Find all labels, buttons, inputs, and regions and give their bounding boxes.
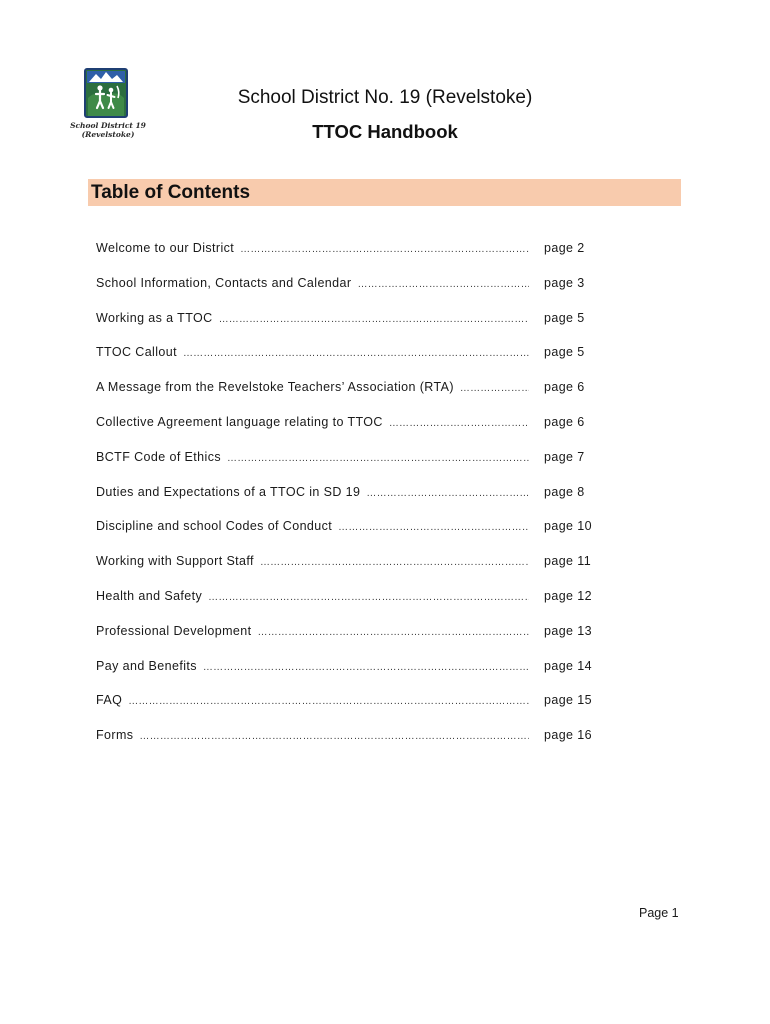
toc-entry[interactable]	[96, 584, 616, 619]
toc-entry-label: Health and Safety	[96, 588, 203, 603]
logo-caption-line-2: (Revelstoke)	[81, 130, 135, 139]
toc-entry-page: page 14	[544, 658, 592, 673]
toc-dot-leader	[203, 662, 529, 673]
toc-entry[interactable]	[96, 445, 616, 480]
toc-dot-leader	[219, 314, 529, 325]
toc-entry-label: FAQ	[96, 693, 123, 708]
toc-entry-label: Professional Development	[96, 623, 252, 638]
toc-entry-page: page 15	[544, 693, 592, 708]
toc-entry-label: Forms	[96, 728, 134, 743]
toc-entry-label: Working with Support Staff	[96, 554, 254, 569]
toc-entry-label: Pay and Benefits	[96, 658, 197, 673]
toc-entry-page: page 13	[544, 623, 592, 638]
toc-dot-leader	[139, 731, 529, 742]
toc-entry-page: page 3	[544, 275, 585, 290]
toc-dot-leader	[357, 279, 529, 290]
page-number: Page 1	[639, 906, 679, 920]
toc-dot-leader	[128, 696, 529, 707]
toc-entry-page: page 8	[544, 484, 585, 499]
toc-entry-label: Working as a TTOC	[96, 310, 213, 325]
district-title: School District No. 19 (Revelstoke)	[237, 87, 533, 108]
toc-entry[interactable]	[96, 480, 616, 515]
toc-entry[interactable]	[96, 619, 616, 654]
toc-dot-leader	[227, 453, 529, 464]
toc-entry-page: page 5	[544, 310, 585, 325]
toc-dot-leader	[208, 592, 529, 603]
toc-entry-page: page 11	[544, 554, 592, 569]
toc-dot-leader	[389, 418, 529, 429]
toc-entry-page: page 12	[544, 588, 592, 603]
toc-entry-label: TTOC Callout	[96, 345, 177, 360]
toc-entry[interactable]	[96, 410, 616, 445]
toc-entry-page: page 16	[544, 728, 592, 743]
toc-dot-leader	[183, 348, 529, 359]
handbook-title: TTOC Handbook	[312, 121, 458, 142]
toc-entry-label: Welcome to our District	[96, 241, 235, 255]
toc-entry-label: School Information, Contacts and Calendar	[96, 275, 352, 290]
toc-list	[96, 236, 616, 758]
toc-dot-leader	[338, 522, 529, 533]
toc-entry[interactable]	[96, 236, 616, 271]
toc-entry-label: A Message from the Revelstoke Teachers’ Association (RTA)	[96, 380, 454, 395]
toc-entry-label: Collective Agreement language relating to TTOC	[96, 414, 383, 429]
toc-entry[interactable]	[96, 723, 616, 758]
toc-heading: Table of Contents	[91, 182, 251, 203]
toc-entry-page: page 6	[544, 380, 585, 395]
toc-entry[interactable]	[96, 340, 616, 375]
toc-entry-page: page 6	[544, 414, 585, 429]
toc-entry[interactable]	[96, 654, 616, 689]
toc-dot-leader	[366, 488, 529, 499]
toc-entry-page: page 10	[544, 519, 592, 534]
toc-entry-page: page 5	[544, 345, 585, 360]
toc-entry-page: page 2	[544, 241, 585, 255]
toc-entry[interactable]	[96, 549, 616, 584]
toc-entry[interactable]	[96, 375, 616, 410]
toc-dot-leader	[460, 383, 529, 394]
toc-dot-leader	[260, 557, 529, 568]
toc-dot-leader	[258, 627, 529, 638]
toc-entry[interactable]	[96, 514, 616, 549]
toc-entry[interactable]	[96, 688, 616, 723]
toc-entry-label: Discipline and school Codes of Conduct	[96, 519, 333, 534]
toc-entry[interactable]	[96, 306, 616, 341]
toc-dot-leader	[240, 244, 529, 255]
toc-entry-label: Duties and Expectations of a TTOC in SD 19	[96, 484, 361, 499]
toc-entry[interactable]	[96, 271, 616, 306]
toc-entry-page: page 7	[544, 449, 585, 464]
toc-entry-label: BCTF Code of Ethics	[96, 449, 222, 464]
toc-heading-bar	[88, 179, 681, 206]
logo-caption-line-1: School District 19	[70, 121, 146, 130]
